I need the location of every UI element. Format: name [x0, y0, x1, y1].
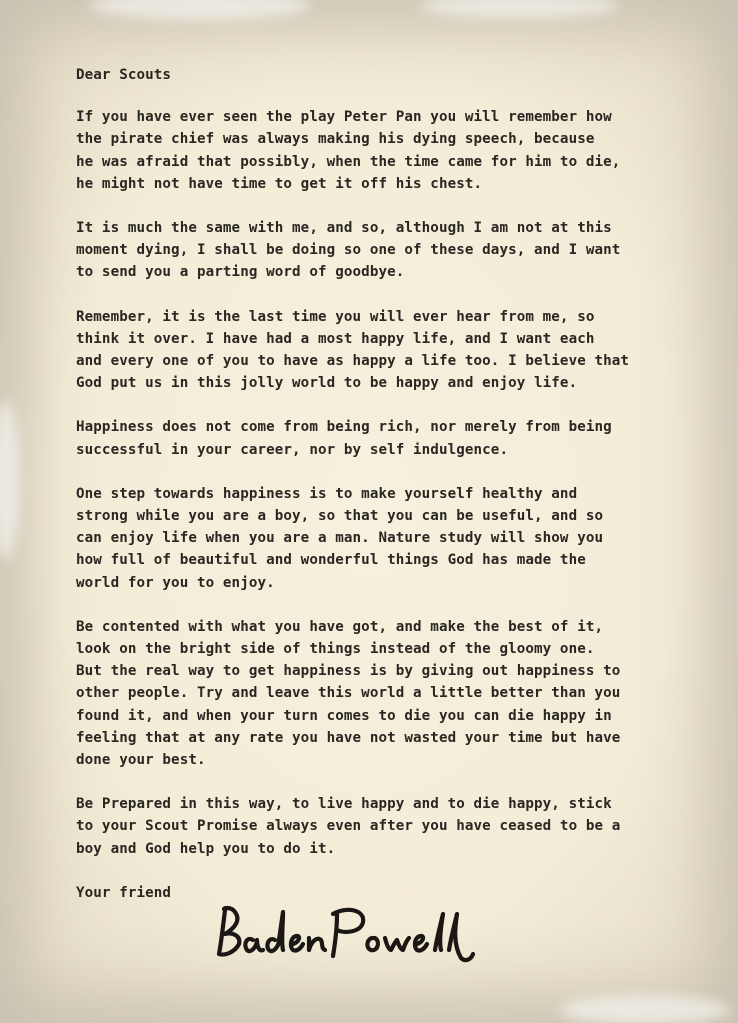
letter-paragraph: If you have ever seen the play Peter Pan you will remember how the pirate chief was always making his dying speech, because he was afraid that possibly, when the time came for him to die, he might not have time to get it off his chest.: [76, 109, 621, 192]
letter-paragraph: Be Prepared in this way, to live happy and to die happy, stick to your Scout Promise always even after you have ceased to be a boy and God help you to do it.: [76, 796, 621, 857]
letter-paragraph: Be contented with what you have got, and make the best of it, look on the bright side of things instead of the gloomy one. But the real way to get happiness is by giving out happiness to other people. Try and leave this world a little better than you found it, and when your turn comes to die you can die happy in feeling that at any rate you have not wasted your time but have done your best.: [76, 618, 621, 769]
letter-greeting: Dear Scouts: [76, 67, 172, 83]
letter-closing: Your friend: [76, 884, 172, 901]
paper-wear: [90, 0, 310, 20]
paper-wear: [0, 400, 20, 560]
signature-image: [205, 892, 485, 972]
paper-wear: [420, 0, 620, 18]
letter-paragraph: It is much the same with me, and so, although I am not at this moment dying, I shall be doing so one of these days, and I want to send you a parting word of goodbye.: [76, 220, 621, 281]
letter-paragraph: Happiness does not come from being rich, nor merely from being successful in your career, nor by self indulgence.: [76, 419, 612, 458]
letter-paragraph: Remember, it is the last time you will ever hear from me, so think it over. I have had a most happy life, and I want each and every one of you to have as happy a life too. I believe that God put us in this jolly world to be happy and enjoy life.: [76, 308, 630, 392]
letter-paragraph: One step towards happiness is to make yourself healthy and strong while you are a boy, so that you can be useful, and so can enjoy life when you are a man. Nature study will show you how full of beautiful and wonderful things God has made the world for you to enjoy.: [76, 485, 604, 591]
paper-wear: [560, 995, 730, 1023]
letter-body: [76, 64, 706, 926]
